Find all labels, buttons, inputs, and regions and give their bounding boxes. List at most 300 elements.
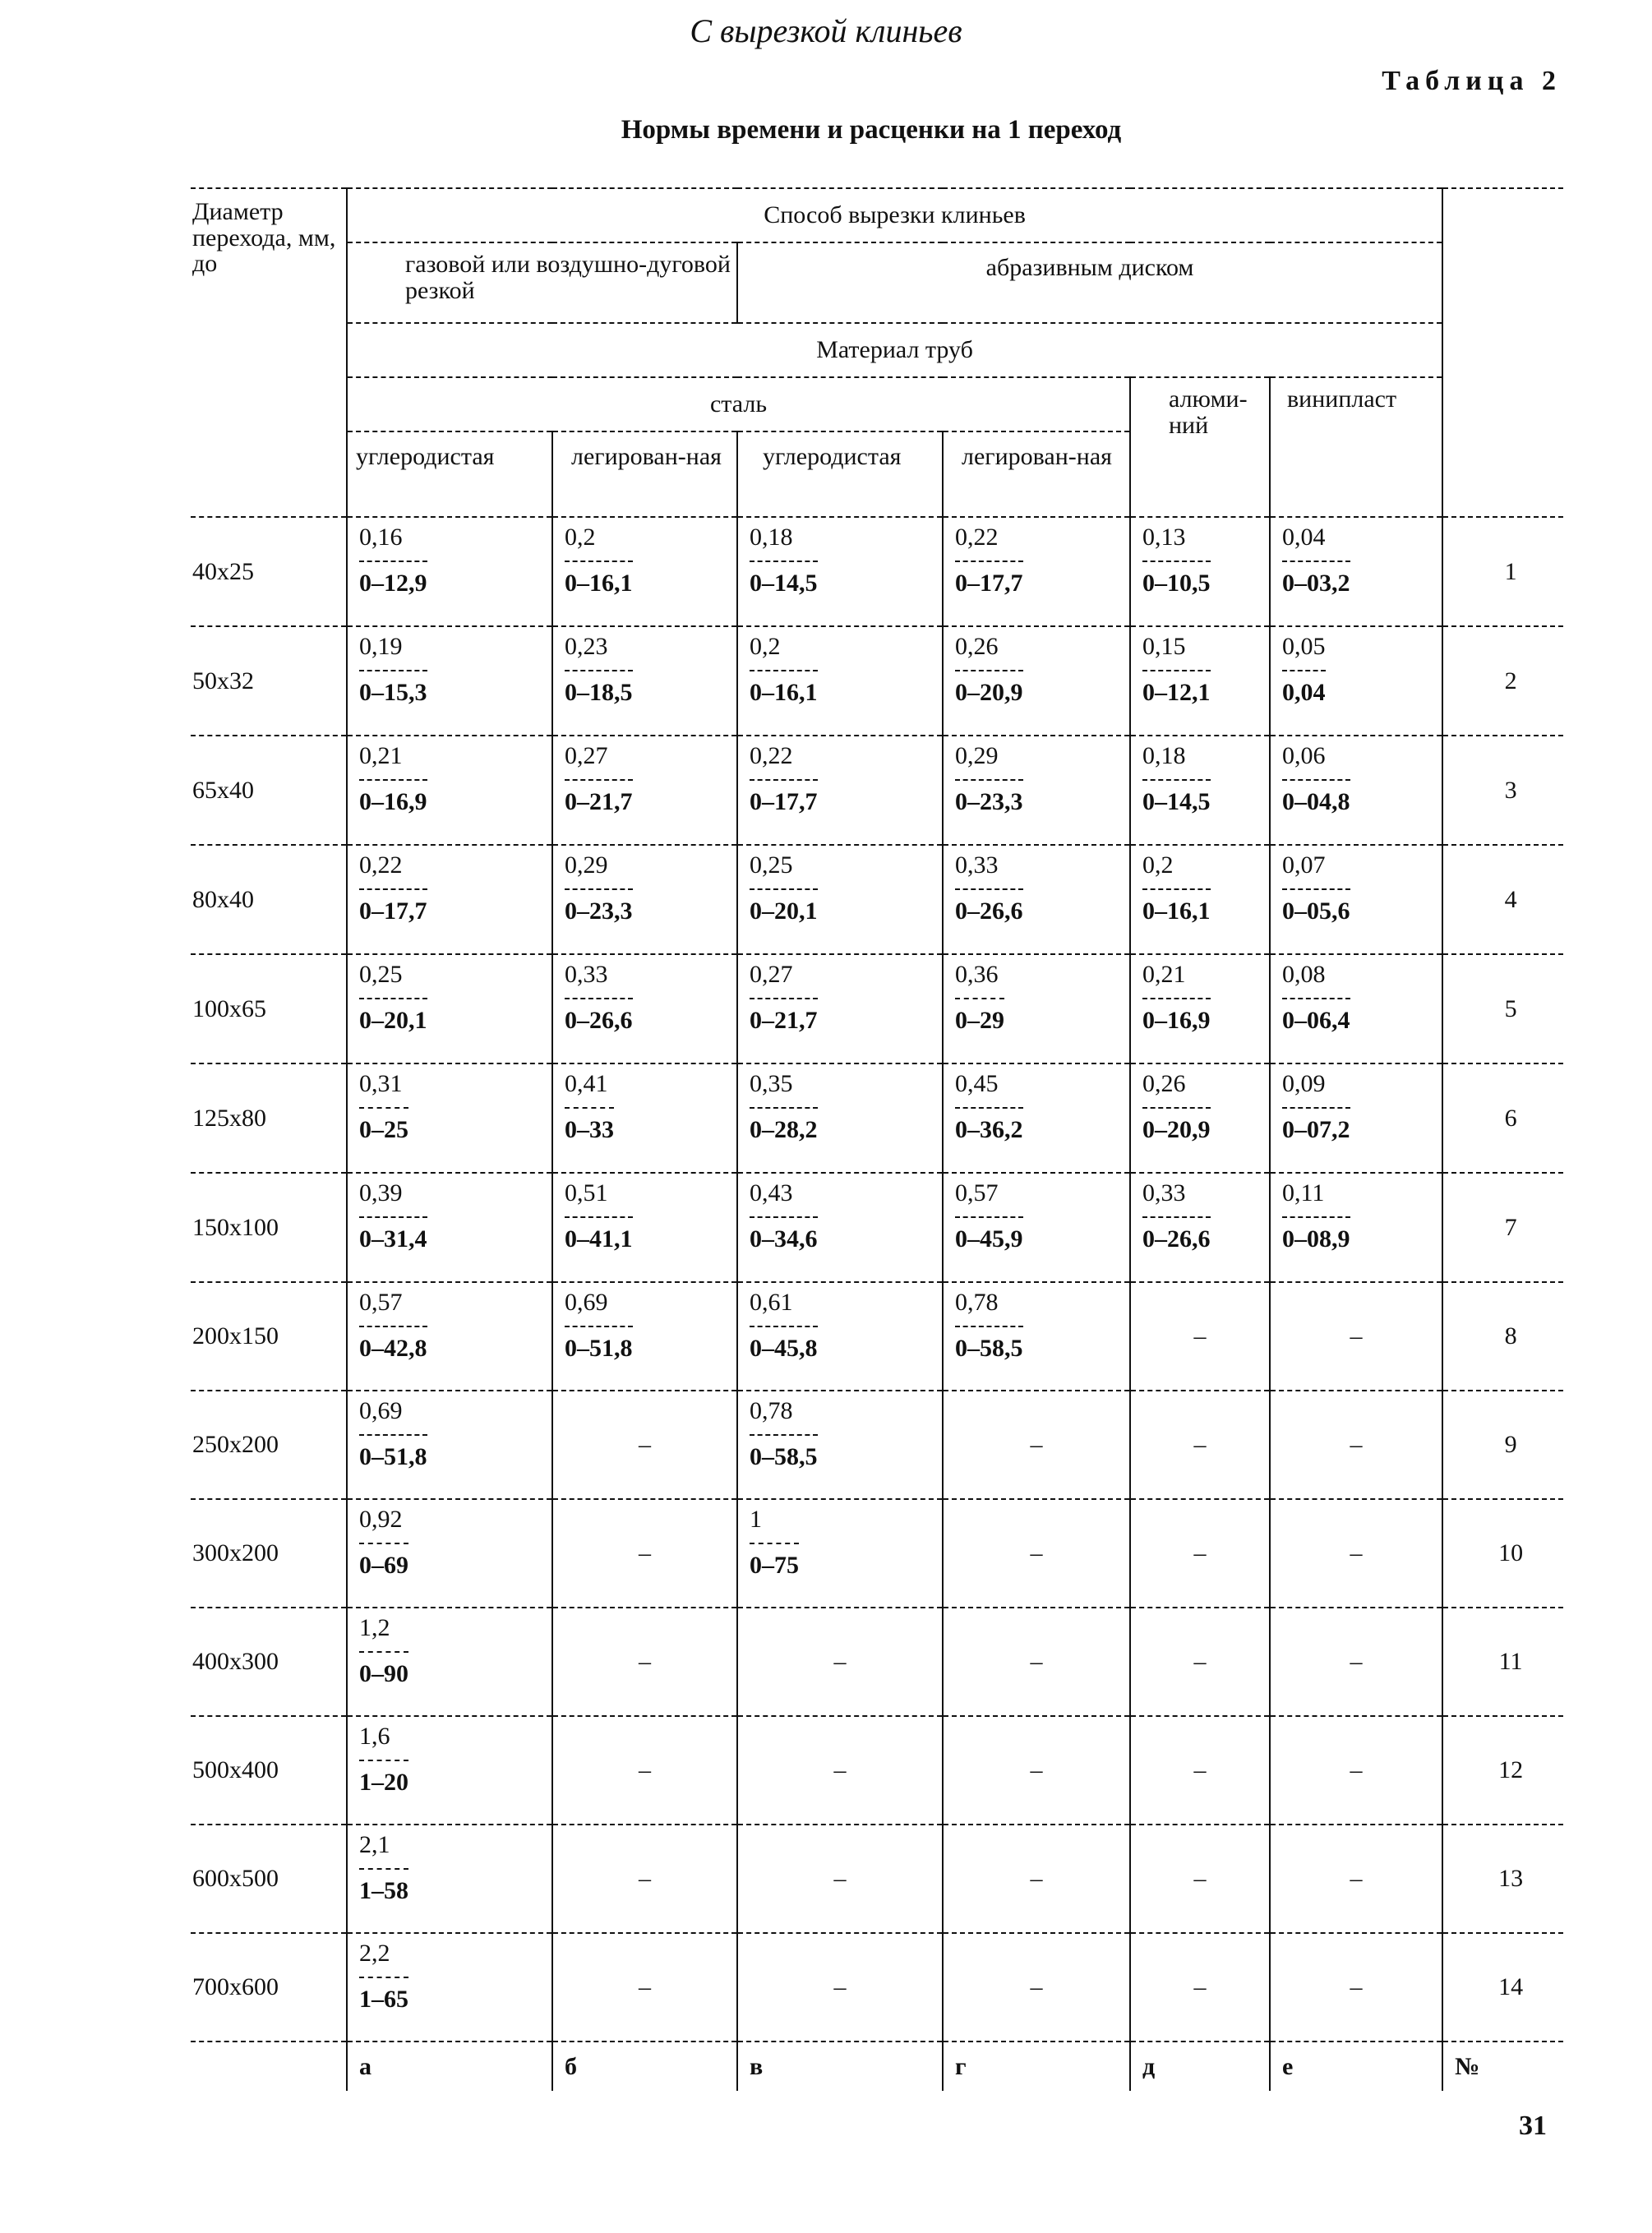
time-norm: 0,25 — [359, 961, 403, 988]
fraction-line — [750, 1216, 818, 1218]
fraction-line — [1142, 888, 1211, 890]
fraction-line — [1282, 561, 1350, 562]
fraction-line — [955, 561, 1023, 562]
time-rate-fraction — [1142, 962, 1211, 1033]
time-norm: 1,6 — [359, 1723, 390, 1750]
empty-cell-dash: – — [943, 1825, 1130, 1933]
fraction-line — [955, 1326, 1023, 1327]
table-row — [191, 517, 1563, 626]
time-rate-fraction — [565, 1290, 633, 1361]
header-material: Материал труб — [347, 323, 1442, 377]
table-row — [191, 1282, 1563, 1391]
table-row — [191, 1173, 1563, 1282]
fraction-line — [955, 888, 1023, 890]
norm-cell — [943, 626, 1130, 736]
table-row — [191, 1063, 1563, 1173]
norm-cell — [1130, 845, 1270, 954]
empty-cell-dash: – — [1270, 1391, 1442, 1499]
row-number: 3 — [1442, 736, 1563, 845]
empty-cell-dash: – — [737, 1716, 943, 1825]
norm-cell — [1130, 954, 1270, 1063]
row-diameter: 600x500 — [191, 1825, 347, 1933]
header-carbon-gas: углеродистая — [347, 431, 552, 517]
row-number: 14 — [1442, 1933, 1563, 2042]
time-norm: 0,09 — [1282, 1070, 1326, 1097]
rate-price: 0–20,9 — [1142, 1115, 1211, 1143]
time-rate-fraction — [750, 1180, 818, 1252]
row-number: 11 — [1442, 1608, 1563, 1716]
fraction-line — [750, 1326, 818, 1327]
row-diameter: 250x200 — [191, 1391, 347, 1499]
row-diameter: 200x150 — [191, 1282, 347, 1391]
norm-cell — [943, 1282, 1130, 1391]
norm-cell — [1270, 1173, 1442, 1282]
header-gas: газовой или воздушно-дуговой резкой — [347, 242, 737, 323]
rate-price: 0–16,1 — [750, 678, 818, 706]
norm-cell — [347, 1391, 552, 1499]
time-rate-fraction — [565, 634, 633, 705]
row-number: 1 — [1442, 517, 1563, 626]
empty-cell-dash: – — [1130, 1499, 1270, 1608]
rate-price: 0–08,9 — [1282, 1225, 1350, 1253]
fraction-line — [955, 1107, 1023, 1109]
norm-cell — [1130, 736, 1270, 845]
time-rate-fraction — [1142, 1071, 1211, 1142]
fraction-line — [955, 779, 1023, 781]
time-norm: 0,43 — [750, 1179, 793, 1206]
table-row — [191, 1933, 1563, 2042]
empty-cell-dash: – — [552, 1391, 737, 1499]
header-aluminum: алюми-ний — [1130, 377, 1270, 517]
norm-cell — [347, 1499, 552, 1608]
page-title: С вырезкой клиньев — [690, 12, 962, 49]
row-diameter: 65x40 — [191, 736, 347, 845]
time-norm: 0,25 — [750, 851, 793, 879]
norm-cell — [737, 845, 943, 954]
time-norm: 0,26 — [1142, 1070, 1186, 1097]
time-rate-fraction — [750, 962, 818, 1033]
time-norm: 0,35 — [750, 1070, 793, 1097]
row-diameter: 700x600 — [191, 1933, 347, 2042]
table-caption: Нормы времени и расценки на 1 переход — [621, 115, 1122, 145]
fraction-line — [359, 561, 427, 562]
column-letters-row — [191, 2042, 1563, 2091]
rate-price: 0–20,1 — [750, 897, 818, 925]
time-norm: 0,11 — [1282, 1179, 1325, 1206]
header-number-col — [1442, 188, 1563, 517]
table-row — [191, 1716, 1563, 1825]
fraction-line — [1282, 998, 1350, 999]
time-rate-fraction — [359, 1506, 408, 1578]
time-norm: 0,2 — [1142, 851, 1174, 879]
fraction-line — [1142, 670, 1211, 671]
norm-cell — [737, 1063, 943, 1173]
row-number: 13 — [1442, 1825, 1563, 1933]
row-number: 12 — [1442, 1716, 1563, 1825]
table-row — [191, 845, 1563, 954]
rate-price: 0–45,8 — [750, 1334, 818, 1362]
fraction-line — [955, 1216, 1023, 1218]
time-norm: 0,33 — [1142, 1179, 1186, 1206]
norm-cell — [1130, 1063, 1270, 1173]
rate-price: 0,04 — [1282, 678, 1326, 706]
fraction-line — [359, 1651, 408, 1653]
fraction-line — [1142, 1216, 1211, 1218]
norm-cell — [347, 1608, 552, 1716]
empty-cell-dash: – — [552, 1933, 737, 2042]
time-norm: 0,04 — [1282, 524, 1326, 551]
time-norm: 0,61 — [750, 1289, 793, 1316]
time-norm: 0,2 — [565, 524, 596, 551]
rate-price: 0–12,1 — [1142, 678, 1211, 706]
fraction-line — [750, 1543, 799, 1544]
time-rate-fraction — [359, 1071, 408, 1142]
header-method: Способ вырезки клиньев — [347, 188, 1442, 242]
header-vinyl: винипласт — [1270, 377, 1442, 517]
norm-cell — [347, 1173, 552, 1282]
time-norm: 0,27 — [750, 961, 793, 988]
norm-cell — [1130, 626, 1270, 736]
fraction-line — [359, 670, 427, 671]
rate-price: 0–04,8 — [1282, 787, 1350, 815]
time-norm: 0,78 — [750, 1397, 793, 1424]
rate-price: 0–41,1 — [565, 1225, 633, 1253]
norm-cell — [552, 1282, 737, 1391]
time-norm: 0,18 — [750, 524, 793, 551]
rate-price: 0–16,9 — [1142, 1006, 1211, 1034]
rate-price: 0–05,6 — [1282, 897, 1350, 925]
fraction-line — [1142, 1107, 1211, 1109]
fraction-line — [750, 1107, 818, 1109]
column-letter: а — [347, 2042, 552, 2091]
time-rate-fraction — [565, 1180, 633, 1252]
norm-cell — [943, 736, 1130, 845]
rate-price: 0–28,2 — [750, 1115, 818, 1143]
fraction-line — [565, 888, 633, 890]
time-rate-fraction — [955, 1071, 1023, 1142]
time-rate-fraction — [750, 1071, 818, 1142]
time-rate-fraction — [750, 1506, 799, 1578]
time-norm: 0,36 — [955, 961, 999, 988]
time-rate-fraction — [1142, 852, 1211, 924]
time-norm: 0,22 — [750, 742, 793, 769]
row-diameter: 100x65 — [191, 954, 347, 1063]
rate-price: 0–23,3 — [565, 897, 633, 925]
time-norm: 0,22 — [359, 851, 403, 879]
empty-cell-dash: – — [1270, 1825, 1442, 1933]
column-letter: д — [1130, 2042, 1270, 2091]
norm-cell — [347, 1933, 552, 2042]
fraction-line — [359, 1434, 427, 1436]
column-letter: в — [737, 2042, 943, 2091]
empty-cell-dash: – — [552, 1716, 737, 1825]
time-rate-fraction — [955, 1180, 1023, 1252]
table-row — [191, 1825, 1563, 1933]
fraction-line — [565, 670, 633, 671]
rate-price: 0–16,1 — [1142, 897, 1211, 925]
time-norm: 0,08 — [1282, 961, 1326, 988]
time-norm: 0,69 — [565, 1289, 608, 1316]
time-norm: 0,23 — [565, 633, 608, 660]
norm-cell — [347, 626, 552, 736]
rate-price: 0–14,5 — [750, 569, 818, 597]
row-number: 8 — [1442, 1282, 1563, 1391]
time-rate-fraction — [565, 852, 633, 924]
time-rate-fraction — [359, 743, 427, 814]
fraction-line — [359, 888, 427, 890]
time-norm: 0,57 — [955, 1179, 999, 1206]
rate-price: 0–34,6 — [750, 1225, 818, 1253]
column-letter: г — [943, 2042, 1130, 2091]
norm-cell — [1130, 517, 1270, 626]
fraction-line — [359, 1216, 427, 1218]
empty-cell-dash: – — [1270, 1608, 1442, 1716]
row-number: 9 — [1442, 1391, 1563, 1499]
time-rate-fraction — [955, 1290, 1023, 1361]
header-alloy-abrasive: легирован-ная — [943, 431, 1130, 517]
norm-cell — [552, 736, 737, 845]
norm-cell — [943, 954, 1130, 1063]
fraction-line — [750, 779, 818, 781]
empty-cell-dash: – — [1130, 1716, 1270, 1825]
rate-price: 0–25 — [359, 1115, 408, 1143]
time-rate-fraction — [955, 524, 1023, 596]
norm-cell — [1270, 626, 1442, 736]
rate-price: 0–17,7 — [750, 787, 818, 815]
empty-cell-dash: – — [943, 1391, 1130, 1499]
empty-cell-dash: – — [1270, 1282, 1442, 1391]
time-norm: 0,29 — [565, 851, 608, 879]
page-number: 31 — [1519, 2111, 1547, 2141]
empty-cell-dash: – — [1130, 1608, 1270, 1716]
norm-cell — [552, 1173, 737, 1282]
time-norm: 0,92 — [359, 1506, 403, 1533]
time-norm: 0,41 — [565, 1070, 608, 1097]
header-alloy-gas: легирован-ная — [552, 431, 737, 517]
fraction-line — [565, 1326, 633, 1327]
table-row — [191, 736, 1563, 845]
fraction-line — [1142, 779, 1211, 781]
rate-price: 0–21,7 — [750, 1006, 818, 1034]
column-letter: е — [1270, 2042, 1442, 2091]
norm-cell — [943, 1173, 1130, 1282]
fraction-line — [359, 1326, 427, 1327]
rate-price: 0–31,4 — [359, 1225, 427, 1253]
rate-price: 0–51,8 — [565, 1334, 633, 1362]
row-number: 5 — [1442, 954, 1563, 1063]
norm-cell — [737, 1282, 943, 1391]
table-row — [191, 954, 1563, 1063]
rate-price: 0–15,3 — [359, 678, 427, 706]
time-rate-fraction — [1282, 1180, 1350, 1252]
time-rate-fraction — [1142, 1180, 1211, 1252]
rate-price: 0–18,5 — [565, 678, 633, 706]
norm-cell — [943, 845, 1130, 954]
rate-price: 1–20 — [359, 1768, 408, 1796]
norm-cell — [552, 845, 737, 954]
time-rate-fraction — [955, 962, 1004, 1033]
time-norm: 0,19 — [359, 633, 403, 660]
time-rate-fraction — [955, 634, 1023, 705]
fraction-line — [955, 998, 1004, 999]
norm-cell — [552, 626, 737, 736]
table-number: Таблица 2 — [1382, 66, 1562, 96]
time-rate-fraction — [1282, 852, 1350, 924]
time-norm: 2,2 — [359, 1940, 390, 1967]
rate-price: 0–33 — [565, 1115, 614, 1143]
time-rate-fraction — [750, 743, 818, 814]
rate-price: 0–45,9 — [955, 1225, 1023, 1253]
rate-price: 0–75 — [750, 1551, 799, 1579]
time-norm: 0,05 — [1282, 633, 1326, 660]
rate-price: 0–26,6 — [955, 897, 1023, 925]
norm-cell — [737, 517, 943, 626]
fraction-line — [565, 779, 633, 781]
time-rate-fraction — [565, 1071, 614, 1142]
row-number: 6 — [1442, 1063, 1563, 1173]
time-rate-fraction — [359, 1290, 427, 1361]
norm-cell — [347, 1716, 552, 1825]
time-rate-fraction — [359, 852, 427, 924]
norm-cell — [347, 954, 552, 1063]
empty-cell-dash: – — [943, 1933, 1130, 2042]
time-rate-fraction — [359, 1615, 408, 1686]
time-norm: 0,39 — [359, 1179, 403, 1206]
norm-cell — [737, 1391, 943, 1499]
time-norm: 0,51 — [565, 1179, 608, 1206]
norm-cell — [1270, 845, 1442, 954]
fraction-line — [1282, 779, 1350, 781]
empty-cell-dash: – — [1270, 1933, 1442, 2042]
empty-cell-dash: – — [1130, 1391, 1270, 1499]
empty-cell-dash: – — [1270, 1499, 1442, 1608]
time-norm: 0,27 — [565, 742, 608, 769]
row-diameter: 150x100 — [191, 1173, 347, 1282]
fraction-line — [565, 1216, 633, 1218]
time-rate-fraction — [750, 852, 818, 924]
time-norm: 0,33 — [955, 851, 999, 879]
rate-price: 0–10,5 — [1142, 569, 1211, 597]
header-steel: сталь — [347, 377, 1130, 431]
time-rate-fraction — [565, 962, 633, 1033]
fraction-line — [1142, 561, 1211, 562]
time-rate-fraction — [359, 1940, 408, 2012]
rate-price: 0–14,5 — [1142, 787, 1211, 815]
rate-price: 0–20,1 — [359, 1006, 427, 1034]
fraction-line — [1282, 1216, 1350, 1218]
rate-price: 0–51,8 — [359, 1442, 427, 1470]
fraction-line — [1282, 670, 1326, 671]
norm-cell — [347, 517, 552, 626]
fraction-line — [955, 670, 1023, 671]
fraction-line — [359, 998, 427, 999]
fraction-line — [359, 779, 427, 781]
norm-cell — [347, 736, 552, 845]
time-rate-fraction — [565, 743, 633, 814]
time-rate-fraction — [750, 524, 818, 596]
fraction-line — [359, 1977, 408, 1978]
norm-cell — [943, 517, 1130, 626]
fraction-line — [359, 1543, 408, 1544]
time-rate-fraction — [359, 962, 427, 1033]
norm-cell — [552, 1063, 737, 1173]
empty-cell-dash: – — [1270, 1716, 1442, 1825]
time-rate-fraction — [1142, 634, 1211, 705]
table-row — [191, 1499, 1563, 1608]
time-norm: 0,31 — [359, 1070, 403, 1097]
time-rate-fraction — [955, 743, 1023, 814]
time-norm: 0,29 — [955, 742, 999, 769]
norm-cell — [943, 1063, 1130, 1173]
rate-price: 0–58,5 — [955, 1334, 1023, 1362]
time-rate-fraction — [359, 1180, 427, 1252]
time-norm: 0,18 — [1142, 742, 1186, 769]
fraction-line — [750, 998, 818, 999]
time-rate-fraction — [359, 1832, 408, 1903]
time-rate-fraction — [750, 1290, 818, 1361]
fraction-line — [750, 670, 818, 671]
time-norm: 0,22 — [955, 524, 999, 551]
rate-price: 0–16,9 — [359, 787, 427, 815]
empty-cell-dash: – — [737, 1933, 943, 2042]
table-row — [191, 1391, 1563, 1499]
row-diameter: 400x300 — [191, 1608, 347, 1716]
row-diameter: 300x200 — [191, 1499, 347, 1608]
time-norm: 0,06 — [1282, 742, 1326, 769]
rate-price: 0–26,6 — [1142, 1225, 1211, 1253]
time-norm: 0,16 — [359, 524, 403, 551]
norm-cell — [1270, 954, 1442, 1063]
empty-cell-dash: – — [552, 1825, 737, 1933]
row-diameter: 50x32 — [191, 626, 347, 736]
norm-cell — [737, 954, 943, 1063]
row-diameter: 125x80 — [191, 1063, 347, 1173]
empty-cell-dash: – — [943, 1716, 1130, 1825]
time-norm: 0,78 — [955, 1289, 999, 1316]
time-rate-fraction — [359, 634, 427, 705]
norm-cell — [552, 517, 737, 626]
rate-price: 0–69 — [359, 1551, 408, 1579]
rate-price: 0–07,2 — [1282, 1115, 1350, 1143]
time-rate-fraction — [1282, 743, 1350, 814]
fraction-line — [1282, 888, 1350, 890]
time-rate-fraction — [1282, 634, 1326, 705]
row-diameter: 500x400 — [191, 1716, 347, 1825]
row-number: 2 — [1442, 626, 1563, 736]
rate-price: 0–20,9 — [955, 678, 1023, 706]
norm-cell — [552, 954, 737, 1063]
empty-cell-dash: – — [552, 1608, 737, 1716]
norm-cell — [737, 626, 943, 736]
time-norm: 1 — [750, 1506, 762, 1533]
rate-price: 0–16,1 — [565, 569, 633, 597]
time-norm: 0,33 — [565, 961, 608, 988]
time-norm: 1,2 — [359, 1614, 390, 1641]
rate-price: 0–58,5 — [750, 1442, 818, 1470]
rate-price: 0–03,2 — [1282, 569, 1350, 597]
rate-price: 1–58 — [359, 1876, 408, 1904]
time-rate-fraction — [750, 634, 818, 705]
rate-price: 0–36,2 — [955, 1115, 1023, 1143]
time-rate-fraction — [359, 1723, 408, 1795]
fraction-line — [750, 888, 818, 890]
fraction-line — [565, 998, 633, 999]
time-rate-fraction — [565, 524, 633, 596]
empty-cell-dash: – — [943, 1499, 1130, 1608]
time-rate-fraction — [1142, 743, 1211, 814]
column-letter: б — [552, 2042, 737, 2091]
rate-price: 0–17,7 — [955, 569, 1023, 597]
